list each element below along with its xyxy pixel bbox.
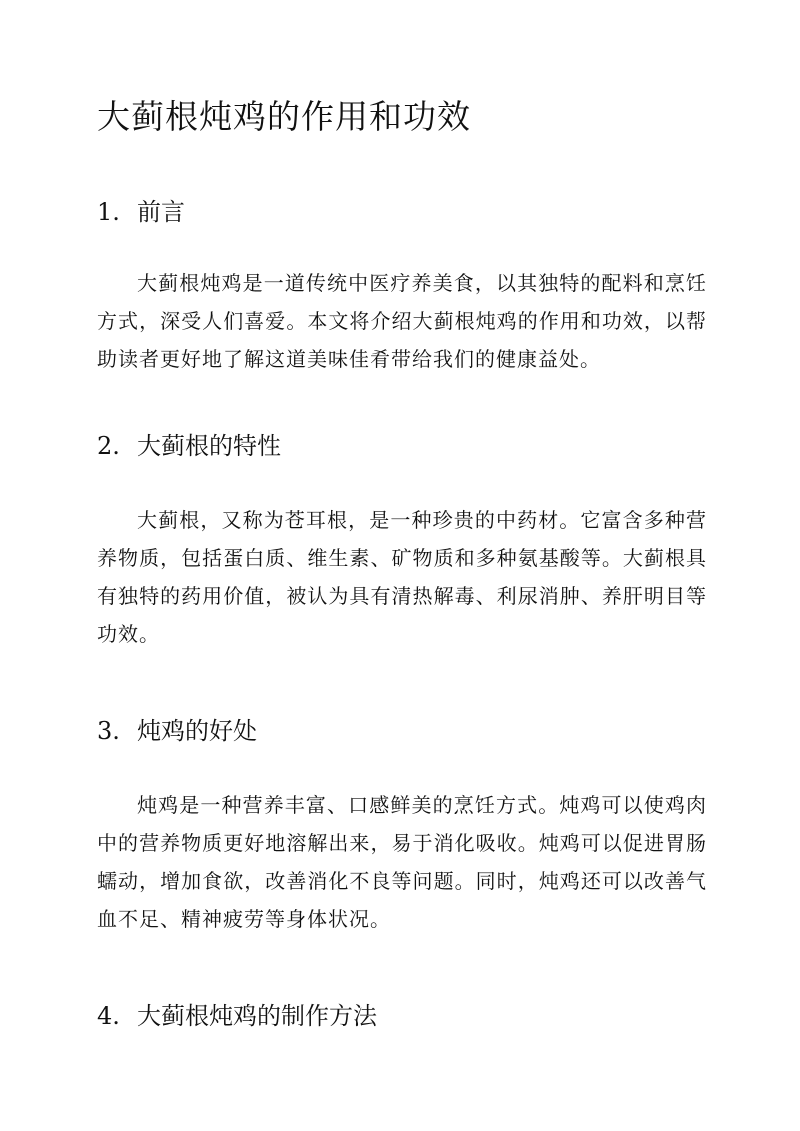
section-heading-text: 前言 [137,198,185,226]
section-heading-benefits [97,711,257,751]
section-paragraph-intro: 大蓟根炖鸡是一道传统中医疗养美食，以其独特的配料和烹饪方式，深受人们喜爱。本文将介绍大蓟根炖鸡的作用和功效，以帮助读者更好地了解这道美味佳肴带给我们的健康益处。 [97,271,707,371]
section-heading-properties [97,426,281,466]
section-heading-intro [97,192,185,232]
section-heading-method [97,996,377,1036]
section-number: 1. [97,198,120,226]
section-heading-text: 大蓟根的特性 [137,432,281,460]
section-number: 4. [97,1002,120,1030]
section-heading-text: 大蓟根炖鸡的制作方法 [137,1002,377,1030]
section-heading-text: 炖鸡的好处 [137,717,257,745]
section-paragraph-benefits: 炖鸡是一种营养丰富、口感鲜美的烹饪方式。炖鸡可以使鸡肉中的营养物质更好地溶解出来，易于消化吸收。炖鸡可以促进胃肠蠕动，增加食欲，改善消化不良等问题。同时，炖鸡还可以改善气血不足、精神疲劳等身体状况。 [97,793,707,931]
document-title: 大蓟根炖鸡的作用和功效 [97,97,471,136]
section-number: 3. [97,717,120,745]
section-paragraph-properties: 大蓟根，又称为苍耳根，是一种珍贵的中药材。它富含多种营养物质，包括蛋白质、维生素、矿物质和多种氨基酸等。大蓟根具有独特的药用价值，被认为具有清热解毒、利尿消肿、养肝明目等功效。 [97,508,707,646]
section-number: 2. [97,432,120,460]
